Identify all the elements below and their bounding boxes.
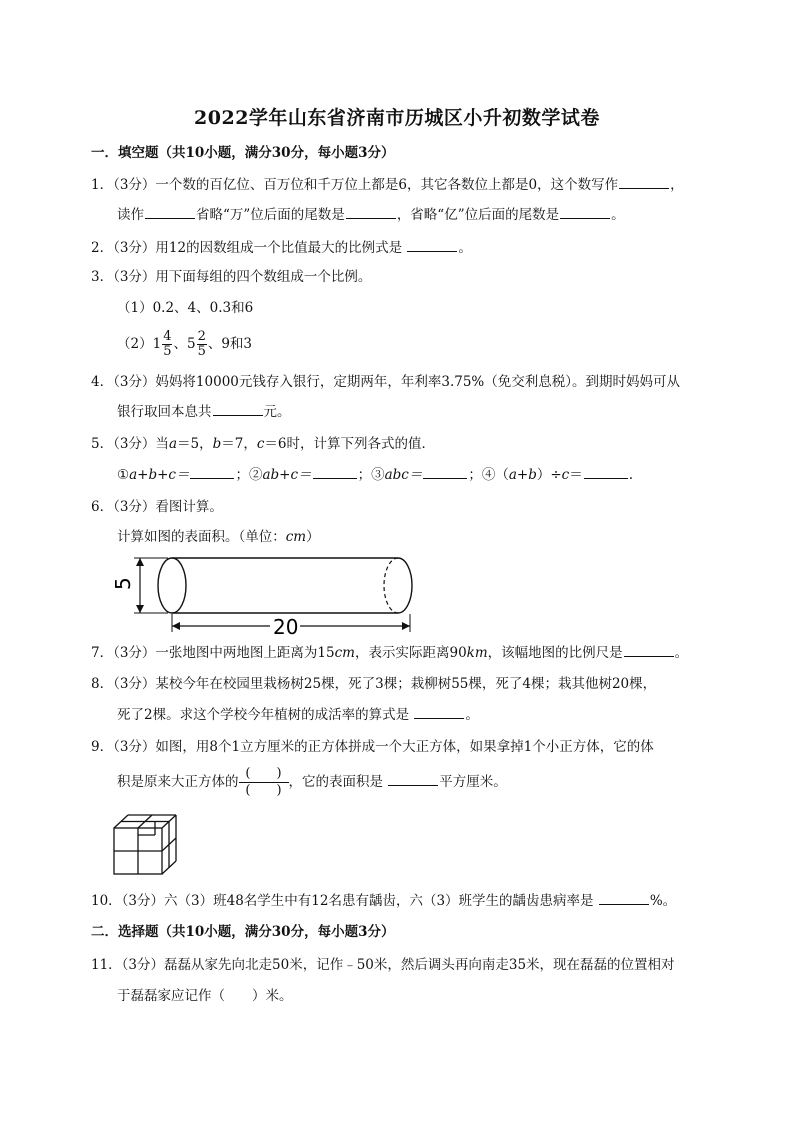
q4-blank[interactable] [213,403,263,416]
question-9-line-2 [117,763,507,801]
height-label: 5 [111,577,135,590]
q10-blank[interactable] [599,892,649,905]
question-5-line-1 [91,435,435,453]
q3-sub2-suffix: 、9和3 [207,336,253,352]
q10-text: 10．（3分）六（3）班48名学生中有12名患有龋齿，六（3）班学生的龋齿患病率是 [91,893,598,909]
q8-text: 死了2棵。求这个学校今年植树的成活率的算式是 [117,707,414,723]
q2-blank[interactable] [407,239,457,252]
question-2 [91,239,472,257]
q8-end: 。 [465,707,479,723]
question-3-sub-1: （1）0.2、4、0.3和6 [117,300,254,316]
q1-blank-1[interactable] [619,176,669,189]
q10-end: %。 [649,893,677,909]
question-11-line-2: 于磊磊家应记作（ ）米。 [117,988,293,1004]
q9-text-c: 平方厘米。 [439,774,507,790]
q5-expr-4a: a+b [508,467,537,483]
q5-var-b: b [212,436,222,452]
cylinder-right-visible-arc [398,558,412,613]
q2-end: 。 [458,240,472,256]
q7-unit-km: km [466,645,488,661]
section-heading-multiple-choice: 二．选择题（共10小题，满分30分，每小题3分） [91,924,395,940]
question-4-line-1: 4．（3分）妈妈将10000元钱存入银行，定期两年，年利率3.75%（免交利息税）。到期时妈妈可从 [91,374,681,390]
q1-text-a: 读作 [117,207,144,223]
question-7 [91,644,688,662]
q5-circle-4: ④ [481,467,496,483]
q6-sub-text: 计算如图的表面积。（单位： [117,529,286,545]
q1-blank-3[interactable] [346,206,396,219]
q5-paren-open: （ [495,467,509,483]
cylinder-right-hidden-arc [384,558,398,613]
q4-end: 元。 [263,404,291,420]
q5-text-c: ＝7， [221,436,257,452]
q5-blank-1[interactable] [190,466,234,479]
q5-expr-4b: c [561,467,570,483]
q5-var-c: c [256,436,265,452]
q6-sub-end: ） [306,529,320,545]
q1-text: 1．（3分）一个数的百亿位、百万位和千万位上都是6，其它各数位上都是0，这个数写作 [91,177,619,193]
q3-sub2-prefix: （2）1 [117,336,162,352]
section-heading-fill-in: 一．填空题（共10小题，满分30分，每小题3分） [91,145,395,161]
q2-text: 2．（3分）用12的因数组成一个比值最大的比例式是 [91,240,407,256]
q5-circle-2: ② [248,467,263,483]
question-5-line-2 [117,466,633,484]
question-1-line-1 [91,176,684,194]
q7-blank[interactable] [624,644,674,657]
q6-unit: cm [285,529,307,545]
cube-lines [114,815,176,874]
fraction-four-fifths: $\frac{4}{5}$ [163,329,172,359]
q5-text-b: ＝5， [177,436,213,452]
question-3: 3．（3分）用下面每组的四个数组成一个比例。 [91,269,372,285]
q1-end: 。 [611,207,625,223]
page-title: 2022学年山东省济南市历城区小升初数学试卷 [194,107,600,129]
q7-unit-cm: cm [334,645,355,661]
q7-end: 。 [674,645,689,661]
q7-text-c: ，该幅地图的比例尺是 [487,645,623,661]
question-4-line-2 [117,403,291,421]
q5-text-d: ＝6时，计算下列各式的值． [264,436,435,452]
fraction-two-fifths: $\frac{2}{5}$ [197,329,206,359]
q7-text-a: 7．（3分）一张地图中两地图上距离为15 [91,645,335,661]
q1-blank-2[interactable] [145,206,195,219]
q5-text-a: 5．（3分）当 [91,436,169,452]
q5-blank-2[interactable] [313,466,357,479]
question-10 [91,892,676,910]
q7-text-b: ，表示实际距离90 [354,645,467,661]
q5-expr-3: abc＝ [384,467,423,483]
q5-equals: ＝ [569,467,583,483]
arrow-up-icon [136,558,144,566]
question-1-line-2 [117,206,625,224]
q4-text: 银行取回本息共 [117,404,212,420]
q3-sep: 、5 [173,336,196,352]
question-8-line-2 [117,706,479,724]
q5-circle-1: ① [117,467,130,483]
q5-blank-4[interactable] [584,466,628,479]
question-8-line-1: 8．（3分）某校今年在校园里栽杨树25棵，死了3棵；栽柳树55棵，死了4棵；栽其他树20棵， [91,676,657,692]
q5-paren-close: ）÷ [536,467,562,483]
question-6-sub [117,528,320,546]
q5-blank-3[interactable] [423,466,467,479]
question-6: 6．（3分）看图计算。 [91,499,223,515]
q9-text-a: 积是原来大正方体的 [117,774,239,790]
q5-circle-3: ③ [371,467,385,483]
q5-end: . [628,467,634,483]
q9-text-b: ，它的表面积是 [288,774,388,790]
q1-punct: ， [670,177,684,193]
q5-expr-1: a+b+c＝ [129,467,190,483]
question-3-sub-2 [117,327,252,361]
q5-semi-1: ； [235,467,249,483]
cylinder-left-base [158,558,186,613]
arrow-left-icon [172,622,180,630]
question-9-line-1: 9．（3分）如图，用8个1立方厘米的正方体拼成一个大正方体，如果拿掉1个小正方体，它的体 [91,739,654,755]
q1-text-b: 省略“万”位后面的尾数是 [196,207,345,223]
question-11-line-1: 11．（3分）磊磊从家先向北走50米，记作﹣50米，然后调头再向南走35米，现在磊磊的位置相对 [91,957,675,973]
q9-fraction-blank[interactable]: $\frac{( )}{( )}$ [239,766,289,799]
arrow-right-icon [402,622,410,630]
q1-text-c: ，省略“亿”位后面的尾数是 [396,207,560,223]
cylinder-figure [110,548,430,640]
length-label: 20 [273,615,299,639]
q8-blank[interactable] [414,706,464,719]
q1-blank-4[interactable] [560,206,610,219]
cube-figure [112,812,182,878]
q5-var-a: a [168,436,177,452]
q5-semi-2: ； [357,467,372,483]
q5-semi-3: ； [468,467,482,483]
arrow-down-icon [136,605,144,613]
q5-expr-2: ab+c＝ [262,467,312,483]
q9-blank[interactable] [388,773,438,786]
